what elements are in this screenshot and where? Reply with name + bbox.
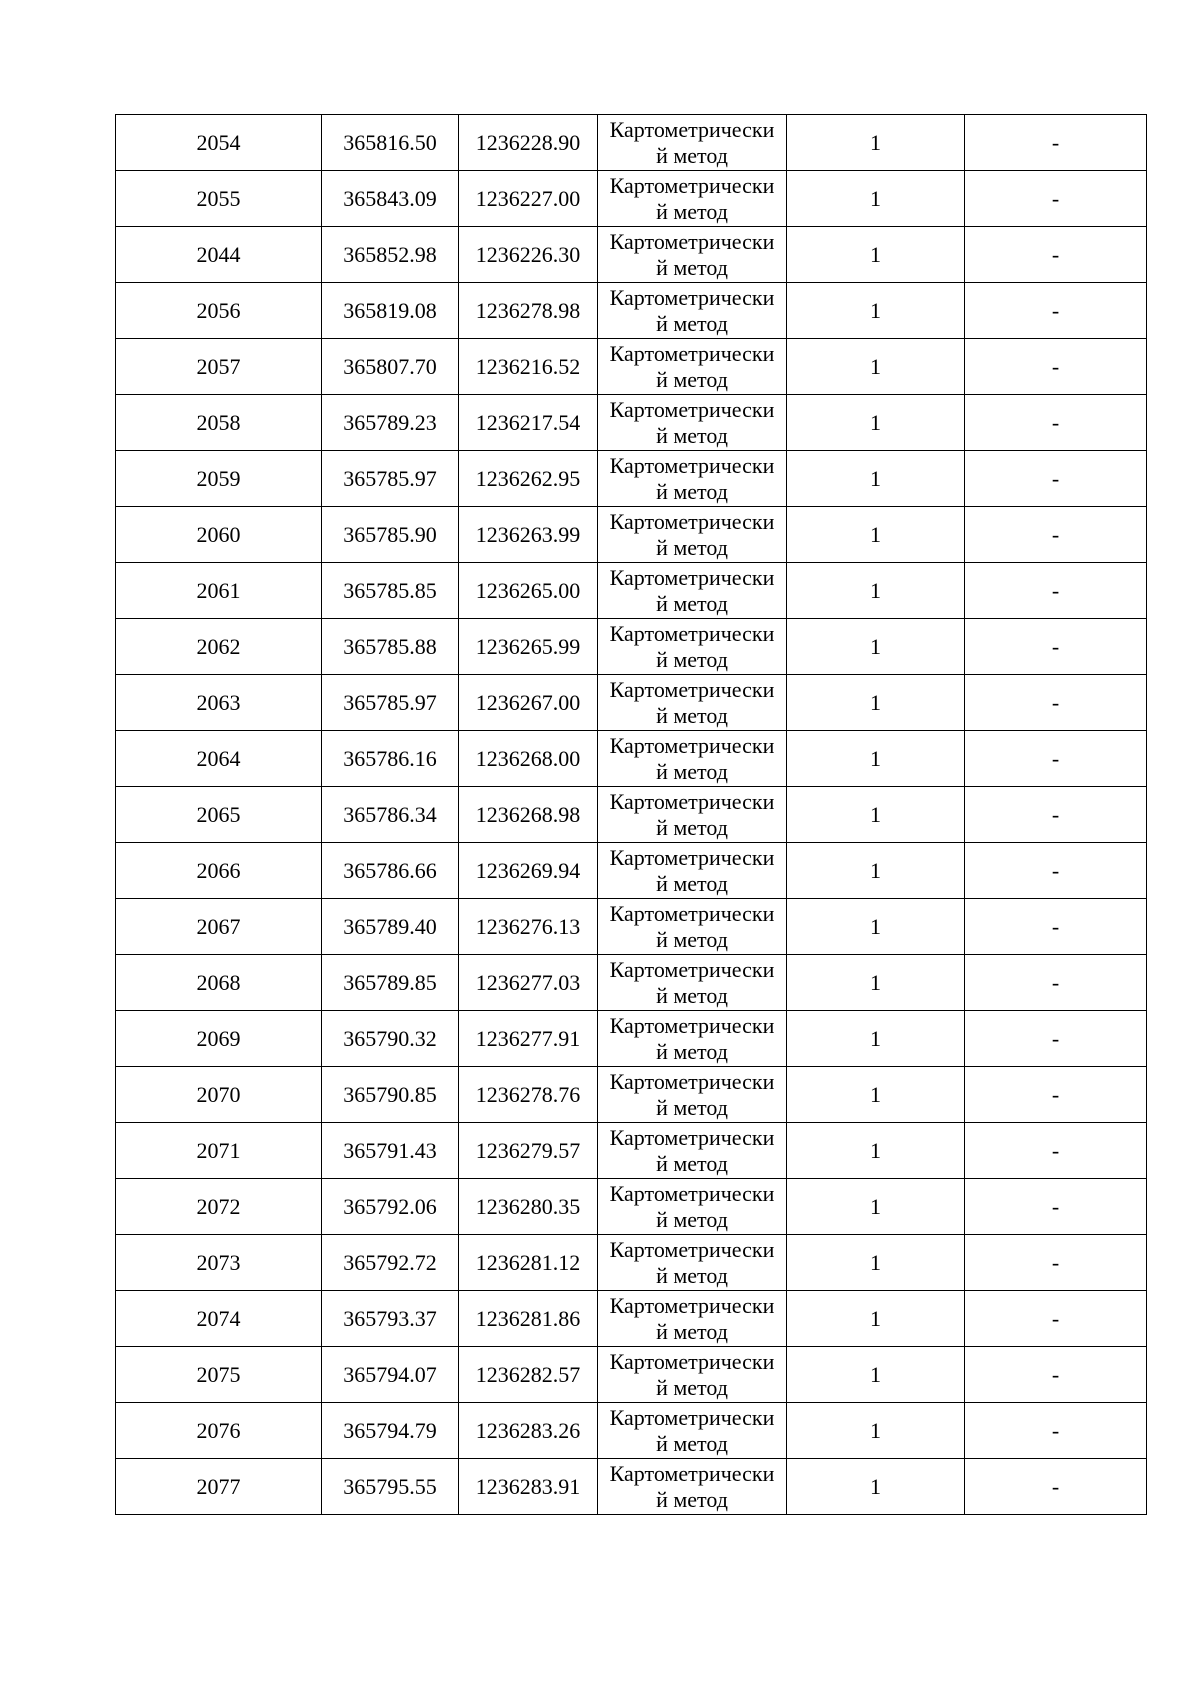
point-number-cell: 2074 bbox=[116, 1291, 322, 1347]
method-text-line-1: Картометрически bbox=[609, 340, 775, 366]
table-row bbox=[116, 731, 1147, 787]
x-coordinate-cell: 365785.85 bbox=[322, 563, 459, 619]
accuracy-cell: 1 bbox=[787, 1235, 965, 1291]
note-cell: - bbox=[965, 787, 1147, 843]
method-cell bbox=[598, 339, 787, 395]
method-cell bbox=[598, 619, 787, 675]
accuracy-cell: 1 bbox=[787, 563, 965, 619]
x-coordinate-cell: 365785.90 bbox=[322, 507, 459, 563]
method-cell bbox=[598, 1179, 787, 1235]
y-coordinate-cell: 1236268.98 bbox=[459, 787, 598, 843]
x-coordinate-cell: 365819.08 bbox=[322, 283, 459, 339]
x-coordinate-cell: 365791.43 bbox=[322, 1123, 459, 1179]
method-text-line-1: Картометрически bbox=[609, 172, 775, 198]
method-cell bbox=[598, 1347, 787, 1403]
accuracy-cell: 1 bbox=[787, 731, 965, 787]
accuracy-cell: 1 bbox=[787, 451, 965, 507]
note-cell: - bbox=[965, 731, 1147, 787]
note-cell: - bbox=[965, 395, 1147, 451]
method-text-line-1: Картометрически bbox=[609, 284, 775, 310]
method-text-line-2: й метод bbox=[656, 366, 728, 392]
note-cell: - bbox=[965, 227, 1147, 283]
note-cell: - bbox=[965, 1291, 1147, 1347]
y-coordinate-cell: 1236262.95 bbox=[459, 451, 598, 507]
method-cell bbox=[598, 283, 787, 339]
accuracy-cell: 1 bbox=[787, 843, 965, 899]
method-text-line-1: Картометрически bbox=[609, 1292, 775, 1318]
y-coordinate-cell: 1236281.86 bbox=[459, 1291, 598, 1347]
y-coordinate-cell: 1236217.54 bbox=[459, 395, 598, 451]
x-coordinate-cell: 365789.40 bbox=[322, 899, 459, 955]
point-number-cell: 2062 bbox=[116, 619, 322, 675]
x-coordinate-cell: 365790.32 bbox=[322, 1011, 459, 1067]
note-cell: - bbox=[965, 451, 1147, 507]
method-text-line-2: й метод bbox=[656, 702, 728, 728]
x-coordinate-cell: 365843.09 bbox=[322, 171, 459, 227]
y-coordinate-cell: 1236277.91 bbox=[459, 1011, 598, 1067]
method-text-line-2: й метод bbox=[656, 1430, 728, 1456]
method-text-line-2: й метод bbox=[656, 926, 728, 952]
accuracy-cell: 1 bbox=[787, 115, 965, 171]
method-text-line-2: й метод bbox=[656, 590, 728, 616]
accuracy-cell: 1 bbox=[787, 283, 965, 339]
method-text-line-1: Картометрически bbox=[609, 396, 775, 422]
y-coordinate-cell: 1236279.57 bbox=[459, 1123, 598, 1179]
x-coordinate-cell: 365785.97 bbox=[322, 451, 459, 507]
method-text-line-1: Картометрически bbox=[609, 564, 775, 590]
y-coordinate-cell: 1236283.26 bbox=[459, 1403, 598, 1459]
note-cell: - bbox=[965, 339, 1147, 395]
method-text-line-2: й метод bbox=[656, 1150, 728, 1176]
method-text-line-2: й метод bbox=[656, 478, 728, 504]
point-number-cell: 2055 bbox=[116, 171, 322, 227]
accuracy-cell: 1 bbox=[787, 339, 965, 395]
accuracy-cell: 1 bbox=[787, 1011, 965, 1067]
note-cell: - bbox=[965, 675, 1147, 731]
accuracy-cell: 1 bbox=[787, 787, 965, 843]
point-number-cell: 2071 bbox=[116, 1123, 322, 1179]
method-text-line-1: Картометрически bbox=[609, 788, 775, 814]
method-text-line-1: Картометрически bbox=[609, 1068, 775, 1094]
y-coordinate-cell: 1236269.94 bbox=[459, 843, 598, 899]
note-cell: - bbox=[965, 843, 1147, 899]
note-cell: - bbox=[965, 1403, 1147, 1459]
method-text-line-1: Картометрически bbox=[609, 900, 775, 926]
x-coordinate-cell: 365852.98 bbox=[322, 227, 459, 283]
coordinates-table bbox=[115, 114, 1147, 1515]
method-cell bbox=[598, 1067, 787, 1123]
y-coordinate-cell: 1236276.13 bbox=[459, 899, 598, 955]
x-coordinate-cell: 365786.34 bbox=[322, 787, 459, 843]
table-row bbox=[116, 395, 1147, 451]
point-number-cell: 2070 bbox=[116, 1067, 322, 1123]
note-cell: - bbox=[965, 899, 1147, 955]
method-text-line-1: Картометрически bbox=[609, 1180, 775, 1206]
table-row bbox=[116, 675, 1147, 731]
method-text-line-2: й метод bbox=[656, 1486, 728, 1512]
method-cell bbox=[598, 1291, 787, 1347]
note-cell: - bbox=[965, 1011, 1147, 1067]
table-row bbox=[116, 1403, 1147, 1459]
method-text-line-1: Картометрически bbox=[609, 676, 775, 702]
note-cell: - bbox=[965, 1179, 1147, 1235]
x-coordinate-cell: 365794.79 bbox=[322, 1403, 459, 1459]
method-text-line-2: й метод bbox=[656, 142, 728, 168]
table-row bbox=[116, 1179, 1147, 1235]
table-row bbox=[116, 1235, 1147, 1291]
method-text-line-1: Картометрически bbox=[609, 1236, 775, 1262]
method-cell bbox=[598, 899, 787, 955]
point-number-cell: 2076 bbox=[116, 1403, 322, 1459]
note-cell: - bbox=[965, 619, 1147, 675]
method-text-line-1: Картометрически bbox=[609, 1012, 775, 1038]
method-text-line-2: й метод bbox=[656, 310, 728, 336]
x-coordinate-cell: 365785.88 bbox=[322, 619, 459, 675]
y-coordinate-cell: 1236282.57 bbox=[459, 1347, 598, 1403]
accuracy-cell: 1 bbox=[787, 1459, 965, 1515]
table-row bbox=[116, 1011, 1147, 1067]
method-cell bbox=[598, 171, 787, 227]
method-cell bbox=[598, 1235, 787, 1291]
x-coordinate-cell: 365816.50 bbox=[322, 115, 459, 171]
note-cell: - bbox=[965, 1459, 1147, 1515]
table-row bbox=[116, 955, 1147, 1011]
accuracy-cell: 1 bbox=[787, 619, 965, 675]
x-coordinate-cell: 365795.55 bbox=[322, 1459, 459, 1515]
method-text-line-1: Картометрически bbox=[609, 956, 775, 982]
table-row bbox=[116, 171, 1147, 227]
method-cell bbox=[598, 843, 787, 899]
method-cell bbox=[598, 507, 787, 563]
y-coordinate-cell: 1236263.99 bbox=[459, 507, 598, 563]
y-coordinate-cell: 1236283.91 bbox=[459, 1459, 598, 1515]
table-row bbox=[116, 1347, 1147, 1403]
x-coordinate-cell: 365793.37 bbox=[322, 1291, 459, 1347]
y-coordinate-cell: 1236281.12 bbox=[459, 1235, 598, 1291]
accuracy-cell: 1 bbox=[787, 955, 965, 1011]
note-cell: - bbox=[965, 115, 1147, 171]
method-text-line-1: Картометрически bbox=[609, 1460, 775, 1486]
table-row bbox=[116, 1123, 1147, 1179]
point-number-cell: 2075 bbox=[116, 1347, 322, 1403]
method-text-line-2: й метод bbox=[656, 254, 728, 280]
table-row bbox=[116, 899, 1147, 955]
method-text-line-2: й метод bbox=[656, 870, 728, 896]
table-row bbox=[116, 1067, 1147, 1123]
y-coordinate-cell: 1236280.35 bbox=[459, 1179, 598, 1235]
table-row bbox=[116, 115, 1147, 171]
table-row bbox=[116, 451, 1147, 507]
method-text-line-1: Картометрически bbox=[609, 620, 775, 646]
accuracy-cell: 1 bbox=[787, 1347, 965, 1403]
table-row bbox=[116, 787, 1147, 843]
point-number-cell: 2065 bbox=[116, 787, 322, 843]
y-coordinate-cell: 1236277.03 bbox=[459, 955, 598, 1011]
accuracy-cell: 1 bbox=[787, 1291, 965, 1347]
method-text-line-2: й метод bbox=[656, 1094, 728, 1120]
method-cell bbox=[598, 1403, 787, 1459]
x-coordinate-cell: 365792.72 bbox=[322, 1235, 459, 1291]
point-number-cell: 2059 bbox=[116, 451, 322, 507]
method-cell bbox=[598, 675, 787, 731]
table-row bbox=[116, 843, 1147, 899]
x-coordinate-cell: 365785.97 bbox=[322, 675, 459, 731]
y-coordinate-cell: 1236216.52 bbox=[459, 339, 598, 395]
note-cell: - bbox=[965, 1347, 1147, 1403]
note-cell: - bbox=[965, 283, 1147, 339]
note-cell: - bbox=[965, 955, 1147, 1011]
point-number-cell: 2058 bbox=[116, 395, 322, 451]
point-number-cell: 2069 bbox=[116, 1011, 322, 1067]
note-cell: - bbox=[965, 563, 1147, 619]
method-cell bbox=[598, 787, 787, 843]
method-cell bbox=[598, 563, 787, 619]
y-coordinate-cell: 1236268.00 bbox=[459, 731, 598, 787]
point-number-cell: 2056 bbox=[116, 283, 322, 339]
accuracy-cell: 1 bbox=[787, 227, 965, 283]
accuracy-cell: 1 bbox=[787, 675, 965, 731]
accuracy-cell: 1 bbox=[787, 507, 965, 563]
accuracy-cell: 1 bbox=[787, 1179, 965, 1235]
method-text-line-2: й метод bbox=[656, 1318, 728, 1344]
method-cell bbox=[598, 1011, 787, 1067]
method-text-line-2: й метод bbox=[656, 1206, 728, 1232]
note-cell: - bbox=[965, 1067, 1147, 1123]
point-number-cell: 2061 bbox=[116, 563, 322, 619]
x-coordinate-cell: 365792.06 bbox=[322, 1179, 459, 1235]
table-row bbox=[116, 1291, 1147, 1347]
x-coordinate-cell: 365789.23 bbox=[322, 395, 459, 451]
method-text-line-1: Картометрически bbox=[609, 1348, 775, 1374]
method-cell bbox=[598, 451, 787, 507]
method-cell bbox=[598, 955, 787, 1011]
accuracy-cell: 1 bbox=[787, 171, 965, 227]
table-row bbox=[116, 283, 1147, 339]
method-text-line-1: Картометрически bbox=[609, 1124, 775, 1150]
table-body bbox=[116, 115, 1147, 1515]
note-cell: - bbox=[965, 507, 1147, 563]
method-text-line-2: й метод bbox=[656, 422, 728, 448]
method-text-line-1: Картометрически bbox=[609, 116, 775, 142]
method-text-line-1: Картометрически bbox=[609, 1404, 775, 1430]
table-row bbox=[116, 507, 1147, 563]
y-coordinate-cell: 1236226.30 bbox=[459, 227, 598, 283]
method-text-line-2: й метод bbox=[656, 534, 728, 560]
method-text-line-2: й метод bbox=[656, 646, 728, 672]
x-coordinate-cell: 365786.16 bbox=[322, 731, 459, 787]
method-cell bbox=[598, 1459, 787, 1515]
point-number-cell: 2063 bbox=[116, 675, 322, 731]
table-row bbox=[116, 1459, 1147, 1515]
method-text-line-1: Картометрически bbox=[609, 732, 775, 758]
method-text-line-2: й метод bbox=[656, 198, 728, 224]
method-text-line-2: й метод bbox=[656, 1262, 728, 1288]
method-cell bbox=[598, 115, 787, 171]
point-number-cell: 2060 bbox=[116, 507, 322, 563]
point-number-cell: 2068 bbox=[116, 955, 322, 1011]
y-coordinate-cell: 1236228.90 bbox=[459, 115, 598, 171]
y-coordinate-cell: 1236278.98 bbox=[459, 283, 598, 339]
accuracy-cell: 1 bbox=[787, 1123, 965, 1179]
method-cell bbox=[598, 1123, 787, 1179]
method-text-line-2: й метод bbox=[656, 1038, 728, 1064]
point-number-cell: 2066 bbox=[116, 843, 322, 899]
method-cell bbox=[598, 227, 787, 283]
table-row bbox=[116, 227, 1147, 283]
point-number-cell: 2057 bbox=[116, 339, 322, 395]
method-text-line-2: й метод bbox=[656, 814, 728, 840]
method-text-line-2: й метод bbox=[656, 1374, 728, 1400]
y-coordinate-cell: 1236265.00 bbox=[459, 563, 598, 619]
y-coordinate-cell: 1236278.76 bbox=[459, 1067, 598, 1123]
accuracy-cell: 1 bbox=[787, 899, 965, 955]
y-coordinate-cell: 1236227.00 bbox=[459, 171, 598, 227]
method-cell bbox=[598, 395, 787, 451]
point-number-cell: 2077 bbox=[116, 1459, 322, 1515]
table-row bbox=[116, 619, 1147, 675]
y-coordinate-cell: 1236267.00 bbox=[459, 675, 598, 731]
x-coordinate-cell: 365794.07 bbox=[322, 1347, 459, 1403]
method-text-line-1: Картометрически bbox=[609, 452, 775, 478]
point-number-cell: 2073 bbox=[116, 1235, 322, 1291]
table-row bbox=[116, 563, 1147, 619]
note-cell: - bbox=[965, 1123, 1147, 1179]
point-number-cell: 2064 bbox=[116, 731, 322, 787]
point-number-cell: 2072 bbox=[116, 1179, 322, 1235]
point-number-cell: 2044 bbox=[116, 227, 322, 283]
y-coordinate-cell: 1236265.99 bbox=[459, 619, 598, 675]
accuracy-cell: 1 bbox=[787, 1067, 965, 1123]
method-text-line-2: й метод bbox=[656, 758, 728, 784]
note-cell: - bbox=[965, 1235, 1147, 1291]
x-coordinate-cell: 365789.85 bbox=[322, 955, 459, 1011]
method-text-line-2: й метод bbox=[656, 982, 728, 1008]
accuracy-cell: 1 bbox=[787, 395, 965, 451]
note-cell: - bbox=[965, 171, 1147, 227]
accuracy-cell: 1 bbox=[787, 1403, 965, 1459]
method-text-line-1: Картометрически bbox=[609, 228, 775, 254]
x-coordinate-cell: 365786.66 bbox=[322, 843, 459, 899]
method-cell bbox=[598, 731, 787, 787]
method-text-line-1: Картометрически bbox=[609, 508, 775, 534]
point-number-cell: 2054 bbox=[116, 115, 322, 171]
point-number-cell: 2067 bbox=[116, 899, 322, 955]
table-row bbox=[116, 339, 1147, 395]
x-coordinate-cell: 365807.70 bbox=[322, 339, 459, 395]
x-coordinate-cell: 365790.85 bbox=[322, 1067, 459, 1123]
method-text-line-1: Картометрически bbox=[609, 844, 775, 870]
